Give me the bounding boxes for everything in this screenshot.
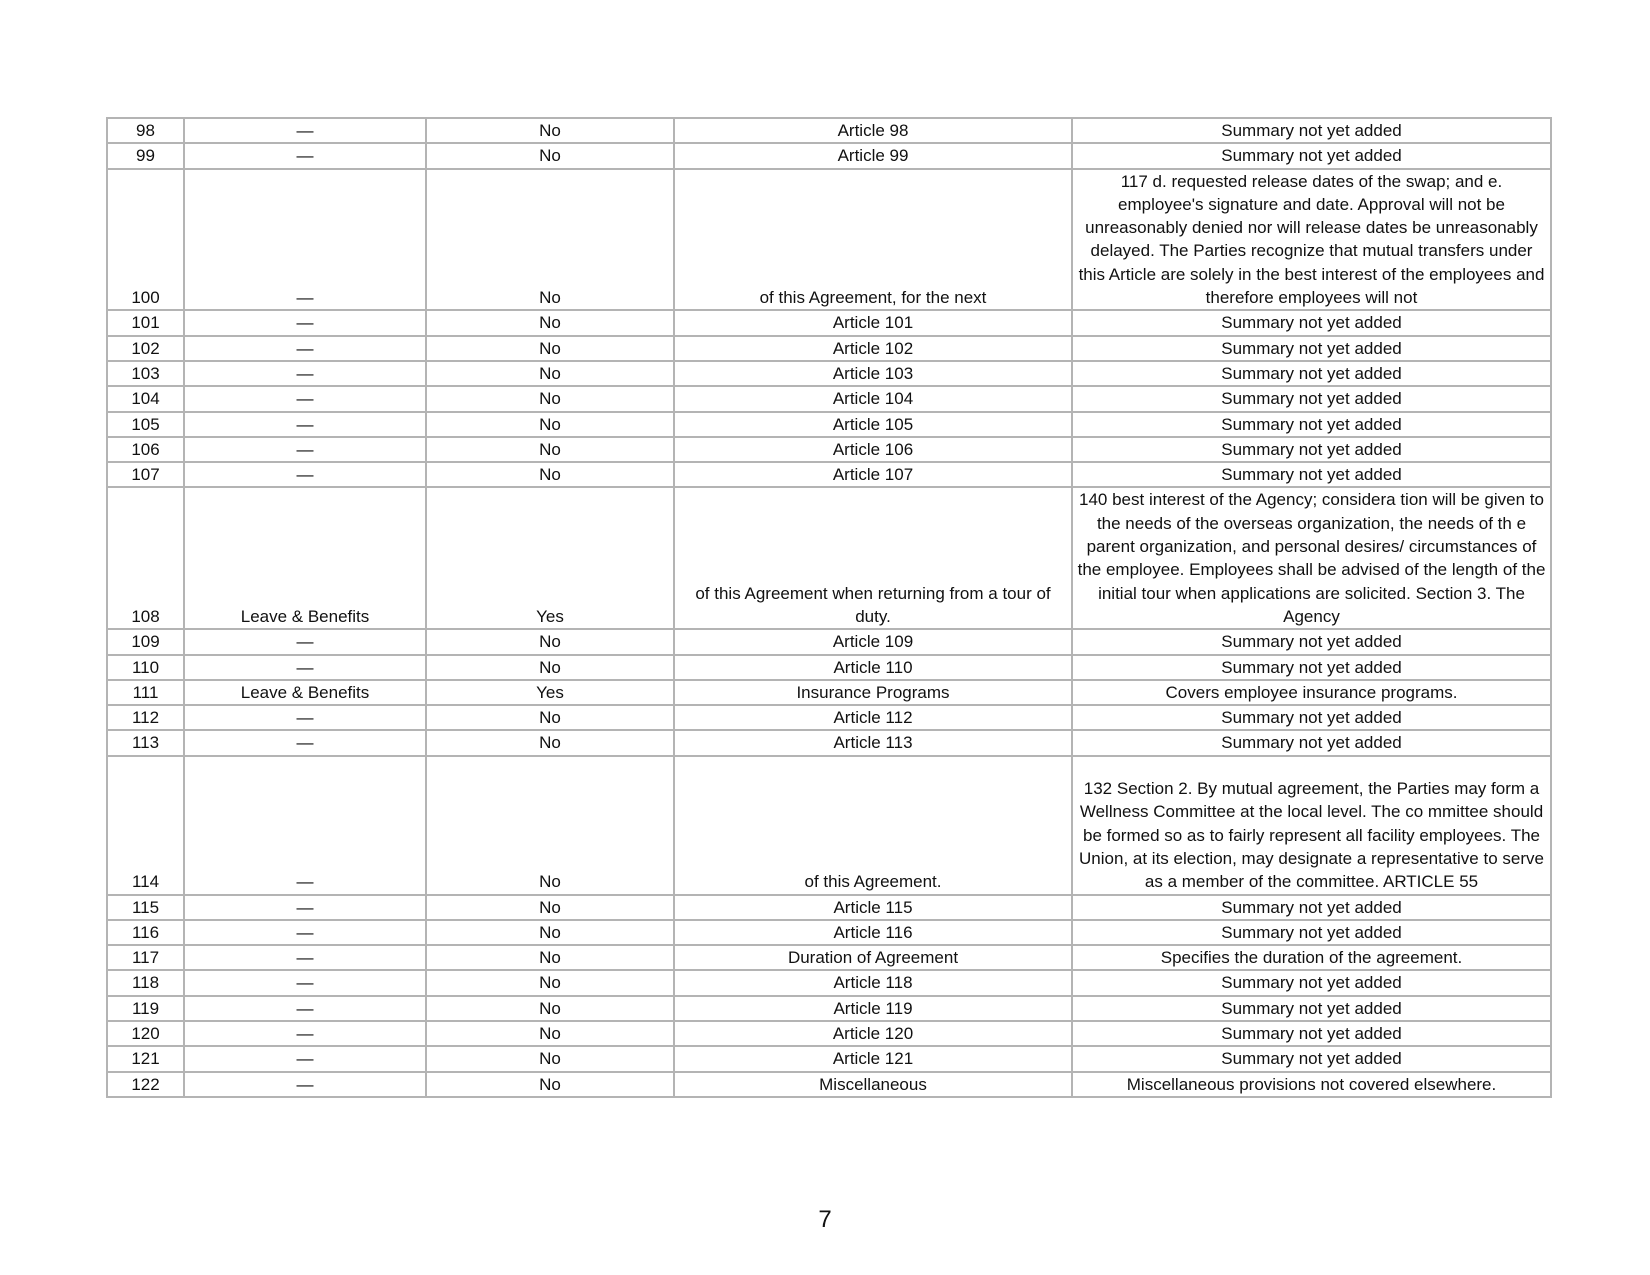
flag-cell: No — [426, 920, 674, 945]
article-number-cell: 110 — [107, 655, 184, 680]
article-number-cell: 118 — [107, 970, 184, 995]
category-cell: — — [184, 730, 426, 755]
article-number-cell: 109 — [107, 629, 184, 654]
table-row — [107, 1046, 1551, 1071]
category-cell: — — [184, 970, 426, 995]
category-cell: — — [184, 655, 426, 680]
article-number-cell: 98 — [107, 118, 184, 143]
summary-cell: Summary not yet added — [1072, 143, 1551, 168]
flag-cell: No — [426, 1072, 674, 1097]
category-cell: — — [184, 118, 426, 143]
table-row — [107, 310, 1551, 335]
table-row — [107, 680, 1551, 705]
flag-cell: Yes — [426, 487, 674, 629]
flag-cell: No — [426, 310, 674, 335]
category-cell: — — [184, 169, 426, 311]
article-number-cell: 111 — [107, 680, 184, 705]
summary-cell: 117 d. requested release dates of the swap; and e. employee's signature and date. Approval will not be unreasonably denied nor will release dates be unreasonably delayed. The Parties recognize that mutual transfers under this Article are solely in the best interest of the employees and therefore employees will not — [1072, 169, 1551, 311]
summary-cell: Summary not yet added — [1072, 895, 1551, 920]
article-number-cell: 112 — [107, 705, 184, 730]
summary-cell: Summary not yet added — [1072, 920, 1551, 945]
summary-cell: Summary not yet added — [1072, 386, 1551, 411]
summary-cell: Specifies the duration of the agreement. — [1072, 945, 1551, 970]
article-title-cell: Article 120 — [674, 1021, 1072, 1046]
summary-cell: Covers employee insurance programs. — [1072, 680, 1551, 705]
category-cell: — — [184, 1072, 426, 1097]
table-row — [107, 118, 1551, 143]
flag-cell: No — [426, 895, 674, 920]
article-title-cell: Article 107 — [674, 462, 1072, 487]
summary-cell: Summary not yet added — [1072, 1021, 1551, 1046]
article-number-cell: 102 — [107, 336, 184, 361]
article-title-cell: Insurance Programs — [674, 680, 1072, 705]
article-number-cell: 114 — [107, 756, 184, 895]
category-cell: — — [184, 1021, 426, 1046]
table-row — [107, 336, 1551, 361]
category-cell: — — [184, 920, 426, 945]
table-row — [107, 756, 1551, 895]
article-title-cell: Article 116 — [674, 920, 1072, 945]
category-cell: — — [184, 705, 426, 730]
table-row — [107, 970, 1551, 995]
summary-cell: Summary not yet added — [1072, 462, 1551, 487]
article-number-cell: 113 — [107, 730, 184, 755]
summary-cell: Summary not yet added — [1072, 655, 1551, 680]
table-row — [107, 920, 1551, 945]
article-number-cell: 100 — [107, 169, 184, 311]
category-cell: Leave & Benefits — [184, 487, 426, 629]
article-title-cell: Article 102 — [674, 336, 1072, 361]
table-row — [107, 1021, 1551, 1046]
article-title-cell: Article 104 — [674, 386, 1072, 411]
flag-cell: No — [426, 361, 674, 386]
article-number-cell: 101 — [107, 310, 184, 335]
article-title-cell: Article 101 — [674, 310, 1072, 335]
flag-cell: No — [426, 118, 674, 143]
table-row — [107, 1072, 1551, 1097]
table-row — [107, 437, 1551, 462]
category-cell: — — [184, 996, 426, 1021]
flag-cell: No — [426, 756, 674, 895]
summary-cell: Summary not yet added — [1072, 412, 1551, 437]
article-title-cell: Article 106 — [674, 437, 1072, 462]
table-row — [107, 169, 1551, 311]
article-number-cell: 120 — [107, 1021, 184, 1046]
category-cell: — — [184, 143, 426, 168]
category-cell: — — [184, 945, 426, 970]
flag-cell: No — [426, 437, 674, 462]
category-cell: Leave & Benefits — [184, 680, 426, 705]
article-title-cell: Article 121 — [674, 1046, 1072, 1071]
flag-cell: No — [426, 655, 674, 680]
flag-cell: No — [426, 1021, 674, 1046]
article-title-cell: Miscellaneous — [674, 1072, 1072, 1097]
flag-cell: No — [426, 1046, 674, 1071]
flag-cell: No — [426, 143, 674, 168]
article-title-cell: Article 119 — [674, 996, 1072, 1021]
article-title-cell: Article 109 — [674, 629, 1072, 654]
flag-cell: No — [426, 970, 674, 995]
summary-cell: Summary not yet added — [1072, 730, 1551, 755]
category-cell: — — [184, 437, 426, 462]
articles-table-body — [107, 118, 1551, 1097]
summary-cell: 132 Section 2. By mutual agreement, the Parties may form a Wellness Committee at the local level. The co mmittee should be formed so as to fairly represent all facility employees. The Union, at its election, may designate a representative to serve as a member of the committee. ARTICLE 55 — [1072, 756, 1551, 895]
summary-cell: Summary not yet added — [1072, 996, 1551, 1021]
table-row — [107, 895, 1551, 920]
summary-cell: Summary not yet added — [1072, 336, 1551, 361]
article-number-cell: 104 — [107, 386, 184, 411]
summary-cell: Summary not yet added — [1072, 629, 1551, 654]
summary-cell: Summary not yet added — [1072, 437, 1551, 462]
flag-cell: Yes — [426, 680, 674, 705]
summary-cell: Summary not yet added — [1072, 1046, 1551, 1071]
article-number-cell: 108 — [107, 487, 184, 629]
article-title-cell: of this Agreement. — [674, 756, 1072, 895]
flag-cell: No — [426, 169, 674, 311]
flag-cell: No — [426, 629, 674, 654]
article-title-cell: Article 113 — [674, 730, 1072, 755]
table-row — [107, 629, 1551, 654]
article-title-cell: of this Agreement when returning from a tour of duty. — [674, 487, 1072, 629]
flag-cell: No — [426, 996, 674, 1021]
table-row — [107, 705, 1551, 730]
summary-cell: Summary not yet added — [1072, 118, 1551, 143]
category-cell: — — [184, 386, 426, 411]
flag-cell: No — [426, 336, 674, 361]
table-row — [107, 361, 1551, 386]
article-number-cell: 122 — [107, 1072, 184, 1097]
summary-cell: Summary not yet added — [1072, 310, 1551, 335]
article-title-cell: Article 99 — [674, 143, 1072, 168]
category-cell: — — [184, 412, 426, 437]
article-title-cell: Article 105 — [674, 412, 1072, 437]
flag-cell: No — [426, 412, 674, 437]
summary-cell: Summary not yet added — [1072, 705, 1551, 730]
article-number-cell: 115 — [107, 895, 184, 920]
category-cell: — — [184, 310, 426, 335]
summary-cell: Miscellaneous provisions not covered elsewhere. — [1072, 1072, 1551, 1097]
article-number-cell: 105 — [107, 412, 184, 437]
article-number-cell: 107 — [107, 462, 184, 487]
flag-cell: No — [426, 705, 674, 730]
category-cell: — — [184, 361, 426, 386]
article-number-cell: 103 — [107, 361, 184, 386]
summary-cell: 140 best interest of the Agency; considera tion will be given to the needs of the overseas organization, the needs of th e parent organization, and personal desires/ circumstances of the employee. Employees shall be advised of the length of the initial tour when applications are solicited. Section 3. The Agency — [1072, 487, 1551, 629]
article-title-cell: Article 118 — [674, 970, 1072, 995]
category-cell: — — [184, 629, 426, 654]
category-cell: — — [184, 462, 426, 487]
flag-cell: No — [426, 462, 674, 487]
category-cell: — — [184, 1046, 426, 1071]
table-row — [107, 386, 1551, 411]
article-title-cell: Duration of Agreement — [674, 945, 1072, 970]
table-row — [107, 945, 1551, 970]
category-cell: — — [184, 336, 426, 361]
article-number-cell: 121 — [107, 1046, 184, 1071]
article-title-cell: Article 115 — [674, 895, 1072, 920]
summary-cell: Summary not yet added — [1072, 361, 1551, 386]
article-title-cell: Article 112 — [674, 705, 1072, 730]
table-row — [107, 996, 1551, 1021]
article-title-cell: Article 98 — [674, 118, 1072, 143]
articles-table — [106, 117, 1552, 1098]
page-number: 7 — [818, 1206, 832, 1233]
table-row — [107, 730, 1551, 755]
article-number-cell: 116 — [107, 920, 184, 945]
table-row — [107, 487, 1551, 629]
table-row — [107, 462, 1551, 487]
article-number-cell: 117 — [107, 945, 184, 970]
summary-cell: Summary not yet added — [1072, 970, 1551, 995]
flag-cell: No — [426, 386, 674, 411]
article-number-cell: 119 — [107, 996, 184, 1021]
article-number-cell: 99 — [107, 143, 184, 168]
table-row — [107, 655, 1551, 680]
article-title-cell: Article 103 — [674, 361, 1072, 386]
table-row — [107, 412, 1551, 437]
flag-cell: No — [426, 945, 674, 970]
article-number-cell: 106 — [107, 437, 184, 462]
article-title-cell: Article 110 — [674, 655, 1072, 680]
category-cell: — — [184, 895, 426, 920]
article-title-cell: of this Agreement, for the next — [674, 169, 1072, 311]
table-row — [107, 143, 1551, 168]
category-cell: — — [184, 756, 426, 895]
flag-cell: No — [426, 730, 674, 755]
